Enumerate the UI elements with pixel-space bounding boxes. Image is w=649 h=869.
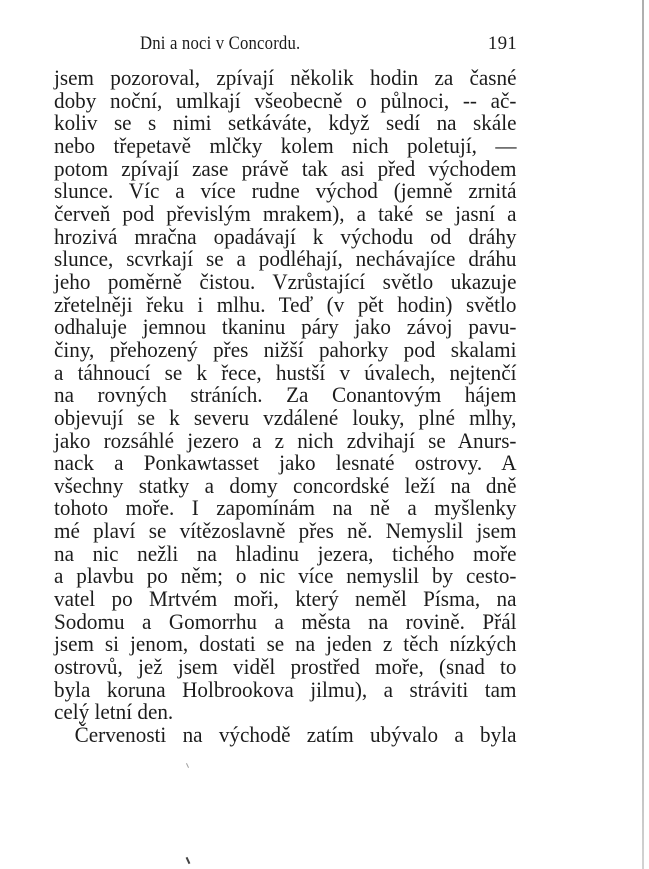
- text-line: na rovných stráních. Za Conantovým hájem: [54, 382, 517, 408]
- text-line: tohoto moře. I zapomínám na ně a myšlenky: [54, 495, 517, 521]
- text-line: zřetelněji řeku i mlhu. Teď (v pět hodin) světlo: [54, 291, 517, 317]
- text-line: všechny statky a domy concordské leží na dně: [54, 472, 517, 498]
- body-text: [54, 67, 517, 747]
- text-line: potom zpívají zase právě tak asi před východem: [54, 155, 517, 181]
- text-line-paragraph-end: celý letní den.: [54, 699, 174, 725]
- text-line: jako rozsáhlé jezero a z nich zdvihají se Anurs-: [54, 427, 517, 453]
- text-line: nebo třepetavě mlčky kolem nich poletují, —: [54, 132, 517, 158]
- text-line: Sodomu a Gomorrhu a města na rovině. Přál: [54, 608, 517, 634]
- text-line: vatel po Mrtvém moři, který neměl Písma, na: [54, 586, 517, 612]
- text-line: jsem pozoroval, zpívají několik hodin za časné: [54, 65, 517, 90]
- running-title: Dni a noci v Concordu.: [140, 33, 301, 54]
- print-speck: [186, 763, 189, 768]
- text-line: červeň pod převislým mrakem), a také se jasní a: [54, 200, 517, 226]
- text-line: jsem si jenom, dostati se na jeden z těch nízkých: [54, 631, 517, 657]
- text-line: slunce, scvrkají se a podléhají, nechávajíce dráhu: [54, 246, 517, 272]
- text-line: slunce. Víc a více rudne východ (jemně zrnitá: [54, 178, 517, 204]
- text-line: objevují se k severu vzdálené louky, plné mlhy,: [54, 404, 517, 430]
- text-line: odhaluje jemnou tkaninu páry jako závoj pavu-: [54, 314, 517, 340]
- text-line: mé plaví se vítězoslavně přes ně. Nemyslil jsem: [54, 518, 517, 544]
- text-line: doby noční, umlkají všeobecně o půlnoci, -- ač-: [54, 87, 517, 113]
- page-header: [54, 33, 517, 59]
- text-line: byla koruna Holbrookova jilmu), a stráviti tam: [54, 676, 517, 702]
- text-line: a táhnoucí se k řece, hustší v úvalech, nejtenčí: [54, 359, 517, 385]
- text-line: na nic nežli na hladinu jezera, tichého moře: [54, 540, 517, 566]
- page-number: 191: [487, 33, 517, 54]
- text-line: nack a Ponkawtasset jako lesnaté ostrovy. A: [54, 450, 517, 476]
- text-line: činy, přehozený přes nižší pahorky pod skalami: [54, 336, 517, 362]
- text-line: koliv se s nimi setkáváte, když sedí na skále: [54, 110, 517, 136]
- text-line: hrozivá mračna opadávají k východu od dráhy: [54, 223, 517, 249]
- text-line: jeho poměrně čistou. Vzrůstající světlo ukazuje: [54, 268, 517, 294]
- text-line-paragraph-start: Červenosti na východě zatím ubývalo a byla: [74, 722, 517, 748]
- text-line: ostrovů, jež jsem viděl prostřed moře, (snad to: [54, 654, 517, 680]
- text-line: a plavbu po něm; o nic více nemyslil by cesto-: [54, 563, 517, 589]
- print-speck: [186, 857, 191, 864]
- page-edge-line: [642, 0, 644, 869]
